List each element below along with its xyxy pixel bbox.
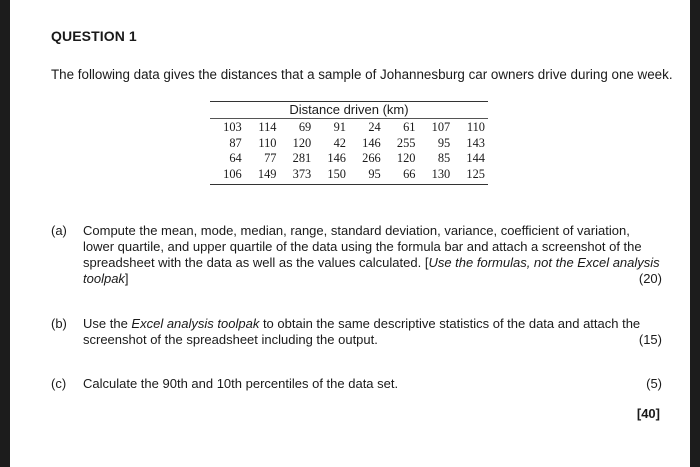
table-row [210, 167, 488, 183]
table-cell: 85 [437, 151, 451, 165]
table-cell: 64 [229, 151, 242, 165]
table-caption: Distance driven (km) [210, 102, 488, 119]
part-b-text-before: Use the [83, 316, 132, 331]
table-cell: 281 [292, 151, 312, 165]
part-a-note-close: ] [124, 271, 129, 286]
table-cell: 103 [223, 120, 242, 134]
table-row [210, 120, 488, 136]
part-a [51, 223, 662, 293]
table-cell: 61 [403, 120, 416, 134]
total-marks: [40] [636, 406, 660, 421]
table-cell: 66 [403, 166, 416, 181]
table-cell: 266 [362, 151, 381, 165]
part-c-label: (c) [51, 376, 67, 391]
table-cell: 110 [258, 135, 277, 150]
table-cell: 373 [292, 166, 312, 181]
table-cell: 120 [396, 151, 416, 165]
table-cell: 150 [327, 166, 346, 181]
table-cell: 69 [298, 120, 312, 134]
table-cell: 107 [431, 120, 451, 134]
part-a-text [83, 223, 661, 287]
table-cell: 130 [431, 166, 451, 181]
part-a-marks: (20) [638, 271, 662, 286]
table-cell: 106 [223, 166, 242, 181]
part-c-marks: (5) [646, 376, 662, 391]
question-intro: The following data gives the distances that a sample of Johannesburg car owners drive during one week. [51, 67, 673, 82]
table-cell: 255 [396, 135, 416, 150]
part-a-note: Use the formulas, not the Excel analysis toolpak [83, 255, 660, 286]
table-cell: 146 [362, 135, 381, 150]
table-cell: 146 [327, 151, 346, 165]
table-cell: 143 [466, 135, 485, 150]
table-cell: 95 [368, 166, 381, 181]
part-b [51, 316, 662, 352]
table-body [210, 119, 488, 185]
table-row [210, 151, 488, 167]
part-a-label: (a) [51, 223, 67, 238]
part-b-text-after: to obtain the same descriptive statistics of the data and attach the screenshot of the spreadsheet including the output. [83, 316, 641, 347]
table-cell: 110 [466, 120, 485, 134]
table-cell: 87 [229, 135, 242, 150]
part-c-text: Calculate the 90th and 10th percentiles of the data set. [83, 376, 399, 391]
part-c [51, 376, 662, 396]
table-cell: 144 [466, 151, 485, 165]
part-b-marks: (15) [638, 332, 662, 347]
table-cell: 42 [333, 135, 346, 150]
question-heading: QUESTION 1 [51, 28, 137, 44]
part-a-main-text: Compute the mean, mode, median, range, standard deviation, variance, coefficient of variation, lower quartile, and upper quartile of the data using the formula bar and attach a screenshot of the spreadsheet with the data as well as the values calculated. [ [83, 223, 642, 270]
table-cell: 95 [437, 135, 451, 150]
part-b-toolpak: Excel analysis toolpak [131, 316, 260, 331]
table-row [210, 136, 488, 152]
table-cell: 149 [257, 166, 277, 181]
table-cell: 125 [466, 166, 485, 181]
table-cell: 114 [258, 120, 277, 134]
table-cell: 120 [292, 135, 312, 150]
distance-table [210, 101, 488, 185]
question-page [10, 0, 690, 467]
table-cell: 91 [333, 120, 346, 134]
table-cell: 77 [264, 151, 277, 165]
part-b-label: (b) [51, 316, 67, 331]
table-cell: 24 [368, 120, 381, 134]
part-b-text [83, 316, 661, 348]
